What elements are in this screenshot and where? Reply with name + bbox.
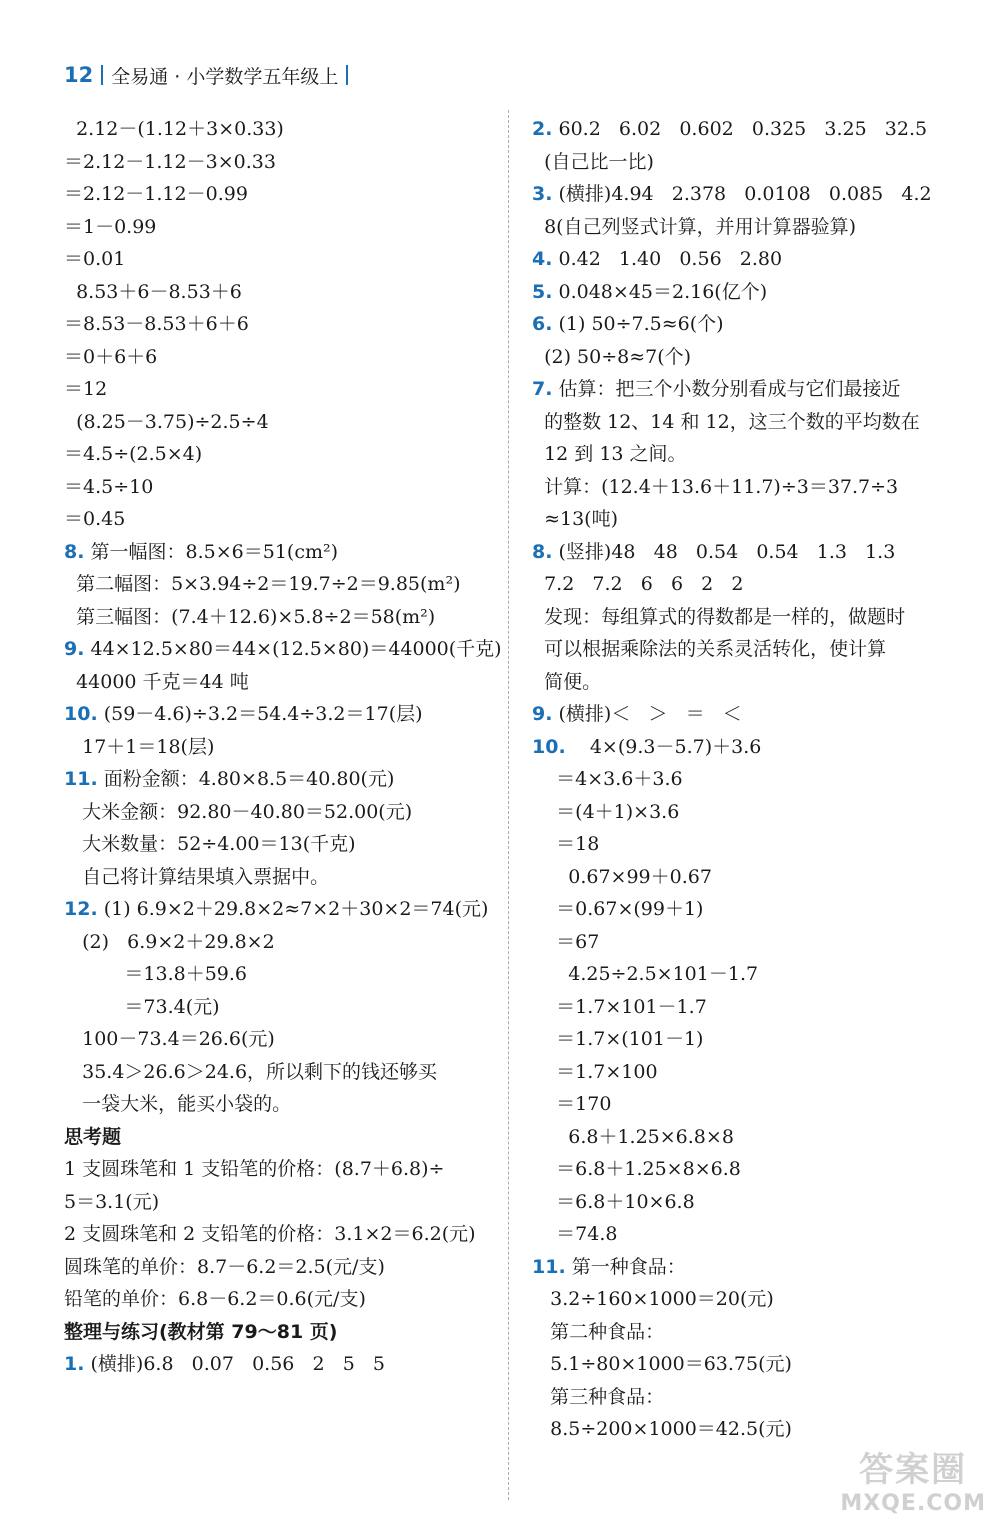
page-header — [64, 60, 348, 90]
question-number: 10. — [64, 703, 98, 725]
answer-line — [64, 731, 494, 764]
answer-text: 5＝3.1(元) — [64, 1190, 160, 1213]
answer-line — [64, 698, 494, 731]
answer-text: ＝4×3.6＋3.6 — [532, 768, 683, 790]
answer-line — [532, 373, 962, 406]
answer-line — [532, 113, 962, 146]
answer-line — [64, 828, 494, 861]
answer-text: 圆珠笔的单价：8.7－6.2＝2.5(元/支) — [64, 1255, 385, 1278]
answer-line — [64, 341, 494, 374]
answer-line — [532, 1218, 962, 1251]
answer-line — [64, 1283, 494, 1316]
answer-text: 面粉金额：4.80×8.5＝40.80(元) — [103, 768, 395, 790]
answer-text: 大米金额：92.80－40.80＝52.00(元) — [64, 800, 413, 823]
answer-text: (横排)4.94 2.378 0.0108 0.085 4.2 — [558, 183, 932, 205]
answer-text: ＝2.12－1.12－0.99 — [64, 183, 248, 205]
answer-line — [64, 1251, 494, 1284]
answer-text: ＝(4＋1)×3.6 — [532, 800, 680, 823]
answer-line — [532, 601, 962, 634]
answer-text: 17＋1＝18(层) — [64, 735, 215, 758]
answer-line — [64, 601, 494, 634]
question-number: 7. — [532, 378, 553, 400]
answer-line — [64, 1023, 494, 1056]
header-separator — [346, 65, 348, 85]
answer-line — [64, 503, 494, 536]
answer-text: 1 支圆珠笔和 1 支铅笔的价格：(8.7＋6.8)÷ — [64, 1158, 445, 1180]
answer-line — [532, 698, 962, 731]
watermark — [840, 1442, 986, 1516]
question-number: 11. — [532, 1255, 566, 1278]
answer-text: 简便。 — [532, 670, 602, 693]
answer-text: 6.8＋1.25×6.8×8 — [532, 1125, 734, 1148]
section-heading: 整理与练习(教材第 79～81 页) — [64, 1320, 338, 1343]
answer-line — [532, 958, 962, 991]
answer-text: 100－73.4＝26.6(元) — [64, 1028, 275, 1050]
answer-line — [532, 536, 962, 569]
answer-text: ＝1.7×101－1.7 — [532, 995, 707, 1018]
answer-line — [532, 568, 962, 601]
answer-line — [532, 1348, 962, 1381]
answer-line — [64, 243, 494, 276]
question-number: 4. — [532, 248, 553, 270]
answer-text: 计算：(12.4＋13.6＋11.7)÷3＝37.7÷3 — [532, 475, 899, 498]
answer-text: (2) 6.9×2＋29.8×2 — [64, 930, 275, 953]
answer-line — [532, 1023, 962, 1056]
answer-text: 一袋大米，能买小袋的。 — [64, 1093, 292, 1115]
answer-text: 0.67×99＋0.67 — [532, 865, 712, 888]
answer-text: 第二幅图：5×3.94÷2＝19.7÷2＝9.85(m²) — [64, 573, 461, 595]
column-divider — [508, 110, 509, 1500]
answer-text: ＝18 — [532, 833, 600, 855]
answer-line — [64, 373, 494, 406]
question-number: 1. — [64, 1353, 85, 1375]
answer-line — [64, 666, 494, 699]
answer-line — [532, 1153, 962, 1186]
answer-text: 0.048×45＝2.16(亿个) — [558, 280, 768, 303]
answer-text: 可以根据乘除法的关系灵活转化，使计算 — [532, 638, 887, 660]
answer-line — [64, 438, 494, 471]
answer-line — [64, 113, 494, 146]
answer-text: 44000 千克＝44 吨 — [64, 670, 249, 693]
answer-text: (2) 50÷8≈7(个) — [532, 345, 692, 368]
answer-line — [532, 211, 962, 244]
answer-text: (8.25－3.75)÷2.5÷4 — [64, 410, 269, 433]
answer-line — [532, 341, 962, 374]
answer-line — [64, 1121, 494, 1154]
answer-line — [532, 471, 962, 504]
answer-line — [64, 471, 494, 504]
answer-line — [64, 861, 494, 894]
answer-line — [64, 308, 494, 341]
answer-text: (59－4.6)÷3.2＝54.4÷3.2＝17(层) — [103, 703, 423, 725]
answer-text: 0.42 1.40 0.56 2.80 — [558, 248, 783, 270]
answer-line — [532, 1381, 962, 1414]
watermark-site: MXQE.COM — [840, 1491, 986, 1516]
answer-line — [532, 243, 962, 276]
answer-text: ＝6.8＋10×6.8 — [532, 1190, 695, 1213]
answer-line — [532, 1283, 962, 1316]
answer-text: ＝4.5÷(2.5×4) — [64, 443, 203, 465]
question-number: 6. — [532, 313, 553, 335]
answer-line — [64, 178, 494, 211]
answer-line — [64, 1088, 494, 1121]
answer-line — [532, 991, 962, 1024]
answer-line — [64, 926, 494, 959]
answer-text: 第三幅图：(7.4＋12.6)×5.8÷2＝58(m²) — [64, 605, 436, 628]
answer-text: (1) 50÷7.5≈6(个) — [558, 313, 724, 335]
answer-text: ＝13.8＋59.6 — [64, 963, 248, 985]
answer-text: 7.2 7.2 6 6 2 2 — [532, 573, 744, 595]
answer-text: 4.25÷2.5×101－1.7 — [532, 963, 759, 985]
answer-line — [64, 211, 494, 244]
question-number: 3. — [532, 183, 553, 205]
answer-text: 自己将计算结果填入票据中。 — [64, 865, 330, 888]
answer-line — [532, 308, 962, 341]
answer-text: ＝0.01 — [64, 248, 126, 270]
answer-text: 12 到 13 之间。 — [532, 443, 687, 465]
answer-line — [64, 1218, 494, 1251]
answer-line — [532, 146, 962, 179]
answer-line — [532, 1251, 962, 1284]
answer-text: ＝1.7×100 — [532, 1060, 658, 1083]
answer-text: (横排)6.8 0.07 0.56 2 5 5 — [90, 1353, 386, 1375]
answer-text: ＝170 — [532, 1093, 612, 1115]
answer-line — [64, 633, 502, 666]
question-number: 8. — [532, 540, 553, 563]
answer-line — [64, 958, 494, 991]
answer-line — [532, 438, 962, 471]
answer-text: ＝8.53－8.53＋6＋6 — [64, 313, 249, 335]
answer-text: 2.12－(1.12＋3×0.33) — [64, 118, 284, 140]
answer-text: ＝6.8＋1.25×8×6.8 — [532, 1158, 741, 1180]
answer-line — [532, 861, 962, 894]
answer-line — [64, 1153, 494, 1186]
answer-text: ＝73.4(元) — [64, 995, 220, 1018]
answer-text: ＝0＋6＋6 — [64, 345, 158, 368]
answer-text: 第一种食品： — [571, 1255, 686, 1278]
answer-text: (1) 6.9×2＋29.8×2≈7×2＋30×2＝74(元) — [103, 898, 489, 920]
answer-text: ＝4.5÷10 — [64, 475, 154, 498]
answer-text: 3.2÷160×1000＝20(元) — [532, 1288, 774, 1310]
answer-line — [64, 146, 494, 179]
question-number: 9. — [532, 703, 553, 725]
answer-text: 估算：把三个小数分别看成与它们最接近 — [558, 378, 901, 400]
answer-line — [64, 763, 494, 796]
answer-text: 8(自己列竖式计算，并用计算器验算) — [532, 215, 856, 238]
answer-text: ＝12 — [64, 378, 108, 400]
book-title: 全易通 · 小学数学五年级上 — [111, 65, 339, 88]
answer-text: ＝74.8 — [532, 1223, 618, 1245]
answer-text: 第二种食品： — [532, 1320, 665, 1343]
answer-line — [64, 1348, 494, 1381]
answer-line — [532, 1413, 962, 1446]
answer-line — [64, 276, 494, 309]
answer-line — [532, 1316, 962, 1349]
answer-text: 5.1÷80×1000＝63.75(元) — [532, 1353, 792, 1375]
left-column — [64, 113, 502, 1381]
answer-line — [64, 1186, 494, 1219]
answer-line — [532, 731, 962, 764]
answer-text: 4×(9.3－5.7)＋3.6 — [571, 735, 762, 758]
answer-line — [532, 1121, 962, 1154]
answer-line — [532, 633, 962, 666]
answer-line — [532, 1056, 962, 1089]
answer-text: ≈13(吨) — [532, 508, 619, 530]
answer-line — [532, 828, 962, 861]
answer-line — [64, 893, 494, 926]
answer-text: ＝1.7×(101－1) — [532, 1028, 704, 1050]
answer-text: ＝1－0.99 — [64, 215, 157, 238]
answer-line — [64, 406, 494, 439]
answer-line — [532, 666, 962, 699]
right-column — [532, 113, 962, 1446]
answer-text: ＝0.67×(99＋1) — [532, 898, 704, 920]
answer-text: 8.5÷200×1000＝42.5(元) — [532, 1418, 792, 1440]
question-number: 11. — [64, 768, 98, 790]
answer-line — [532, 1186, 962, 1219]
question-number: 8. — [64, 540, 85, 563]
answer-line — [64, 1316, 494, 1349]
answer-text: 8.53＋6－8.53＋6 — [64, 280, 242, 303]
answer-line — [64, 991, 494, 1024]
answer-line — [532, 503, 962, 536]
watermark-logo: 答案圈 — [859, 1450, 968, 1490]
answer-text: 35.4＞26.6＞24.6，所以剩下的钱还够买 — [64, 1060, 438, 1083]
answer-line — [532, 406, 962, 439]
question-number: 10. — [532, 735, 566, 758]
answer-line — [64, 568, 494, 601]
answer-line — [532, 178, 962, 211]
answer-line — [532, 796, 962, 829]
answer-line — [64, 1056, 494, 1089]
header-separator — [101, 65, 103, 85]
answer-text: ＝0.45 — [64, 508, 126, 530]
answer-line — [532, 893, 962, 926]
answer-text: (自己比一比) — [532, 150, 654, 173]
page-number: 12 — [64, 63, 94, 87]
question-number: 9. — [64, 638, 85, 660]
answer-text: ＝67 — [532, 930, 600, 953]
answer-line — [532, 276, 962, 309]
answer-text: 60.2 6.02 0.602 0.325 3.25 32.5 — [558, 118, 928, 140]
answer-text: 第一幅图：8.5×6＝51(cm²) — [90, 540, 339, 563]
section-heading: 思考题 — [64, 1125, 122, 1148]
answer-line — [532, 926, 962, 959]
answer-text: (横排)＜ ＞ ＝ ＜ — [558, 703, 742, 725]
answer-text: 的整数 12、14 和 12，这三个数的平均数在 — [532, 410, 920, 433]
answer-text: 大米数量：52÷4.00＝13(千克) — [64, 833, 356, 855]
question-number: 5. — [532, 280, 553, 303]
question-number: 2. — [532, 118, 553, 140]
answer-text: ＝2.12－1.12－3×0.33 — [64, 150, 276, 173]
answer-line — [532, 1088, 962, 1121]
answer-line — [64, 536, 494, 569]
answer-text: 铅笔的单价：6.8－6.2＝0.6(元/支) — [64, 1288, 366, 1310]
question-number: 12. — [64, 898, 98, 920]
answer-line — [64, 796, 494, 829]
answer-text: 发现：每组算式的得数都是一样的，做题时 — [532, 605, 906, 628]
answer-text: (竖排)48 48 0.54 0.54 1.3 1.3 — [558, 540, 896, 563]
answer-text: 2 支圆珠笔和 2 支铅笔的价格：3.1×2＝6.2(元) — [64, 1223, 476, 1245]
answer-line — [532, 763, 962, 796]
answer-text: 第三种食品： — [532, 1385, 665, 1408]
answer-text: 44×12.5×80＝44×(12.5×80)＝44000(千克) — [90, 638, 502, 660]
